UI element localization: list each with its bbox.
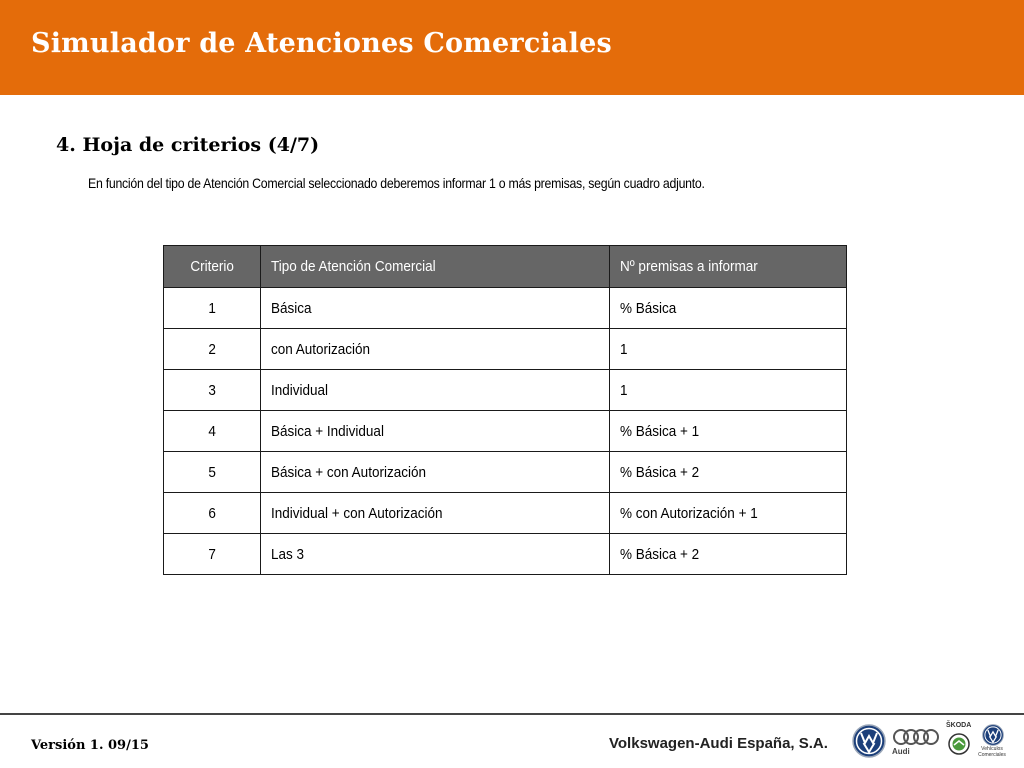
company-name: Volkswagen-Audi España, S.A. xyxy=(609,735,828,752)
cell-criterio: 2 xyxy=(164,329,261,370)
criteria-table xyxy=(163,245,847,575)
cell-criterio: 4 xyxy=(164,411,261,452)
version-label: Versión 1. 09/15 xyxy=(31,738,149,753)
cell-tipo: Básica xyxy=(261,288,610,329)
vw-commercial-logo-icon xyxy=(982,724,1004,746)
cell-premisas: % Básica + 2 xyxy=(610,534,847,575)
section-title: 4. Hoja de criterios (4/7) xyxy=(56,134,320,156)
skoda-label: ŠKODA xyxy=(946,722,972,729)
cell-premisas: 1 xyxy=(610,370,847,411)
vw-commercial-label: Vehículos Comerciales xyxy=(978,746,1006,758)
footer-divider xyxy=(0,713,1024,715)
table-row xyxy=(164,452,847,493)
cell-criterio: 7 xyxy=(164,534,261,575)
page-title: Simulador de Atenciones Comerciales xyxy=(31,28,612,59)
table-row xyxy=(164,411,847,452)
cell-criterio: 5 xyxy=(164,452,261,493)
column-header-premisas: Nº premisas a informar xyxy=(610,246,847,288)
audi-label: Audi xyxy=(892,747,910,756)
skoda-logo-icon xyxy=(948,733,970,755)
column-header-criterio: Criterio xyxy=(164,246,261,288)
cell-premisas: 1 xyxy=(610,329,847,370)
cell-premisas: % Básica + 2 xyxy=(610,452,847,493)
cell-tipo: Individual + con Autorización xyxy=(261,493,610,534)
cell-tipo: con Autorización xyxy=(261,329,610,370)
table-row xyxy=(164,370,847,411)
cell-criterio: 3 xyxy=(164,370,261,411)
table-row xyxy=(164,493,847,534)
table-header-row xyxy=(164,246,847,288)
cell-tipo: Básica + con Autorización xyxy=(261,452,610,493)
cell-criterio: 1 xyxy=(164,288,261,329)
cell-criterio: 6 xyxy=(164,493,261,534)
cell-tipo: Las 3 xyxy=(261,534,610,575)
cell-premisas: % con Autorización + 1 xyxy=(610,493,847,534)
header-bar xyxy=(0,0,1024,95)
cell-tipo: Básica + Individual xyxy=(261,411,610,452)
column-header-tipo: Tipo de Atención Comercial xyxy=(261,246,610,288)
cell-premisas: % Básica xyxy=(610,288,847,329)
table-row xyxy=(164,534,847,575)
cell-premisas: % Básica + 1 xyxy=(610,411,847,452)
cell-tipo: Individual xyxy=(261,370,610,411)
intro-text: En función del tipo de Atención Comercial seleccionado deberemos informar 1 o más premisas, según cuadro adjunto. xyxy=(88,175,705,191)
table-row xyxy=(164,329,847,370)
table-row xyxy=(164,288,847,329)
audi-rings-icon xyxy=(892,728,940,746)
vw-logo-icon xyxy=(852,724,886,758)
